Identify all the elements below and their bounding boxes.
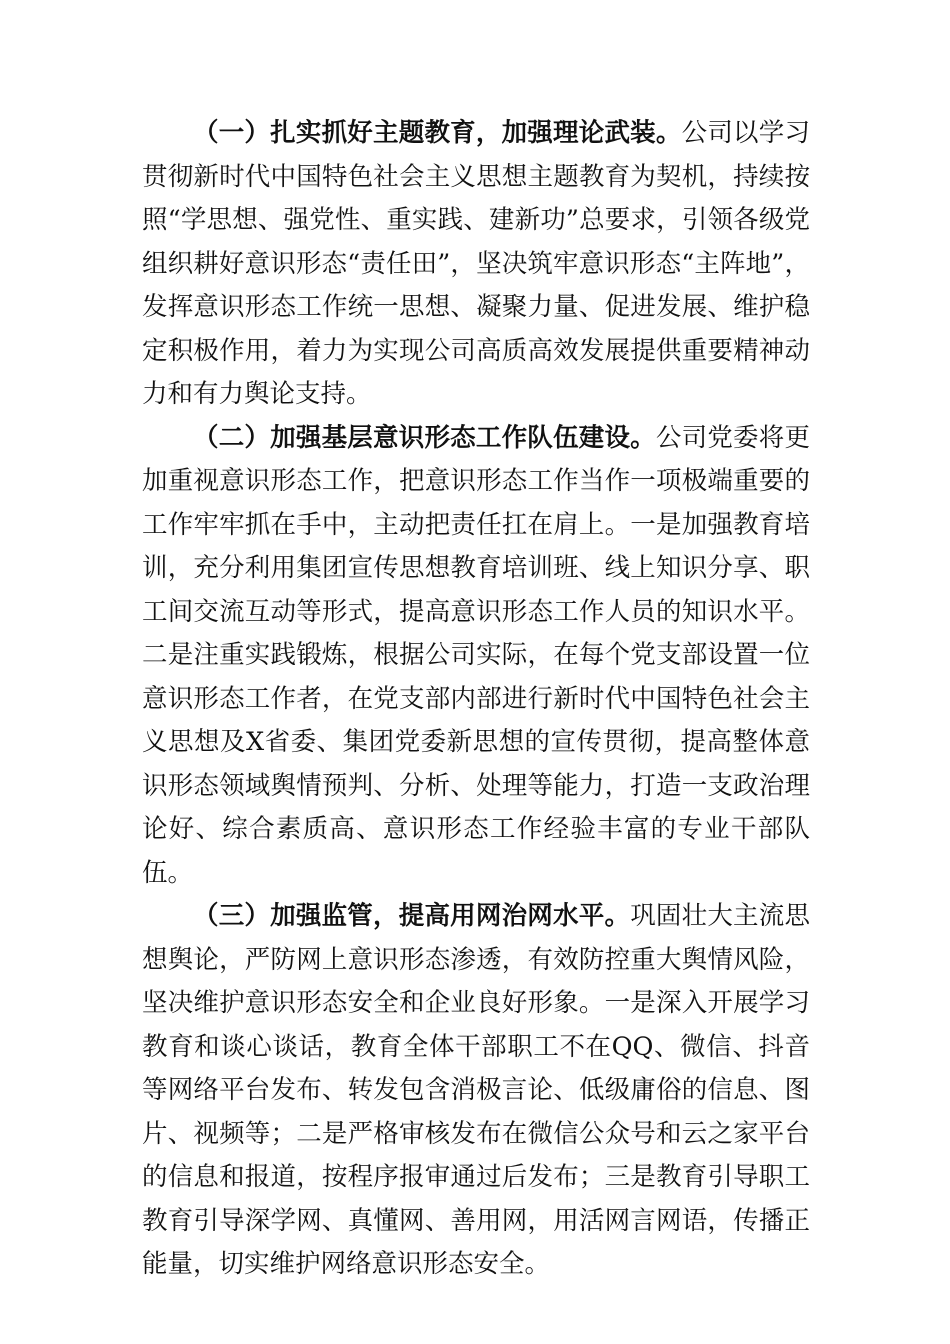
paragraph-3-heading: （三）加强监管，提高用网治网水平。 bbox=[193, 901, 631, 931]
paragraph-3-text: 巩固壮大主流思想舆论，严防网上意识形态渗透，有效防控重大舆情风险，坚决维护意识形态安全和企业良好形象。一是深入开展学习教育和谈心谈话，教育全体干部职工不在QQ、微信、抖音等网络平台发布、转发包含消极言论、低级庸俗的信息、图片、视频等；二是严格审核发布在微信公众号和云之家平台的信息和报道，按程序报审通过后发布；三是教育引导职工教育引导深学网、真懂网、善用网，用活网言网语，传播正能量，切实维护网络意识形态安全。 bbox=[142, 901, 810, 1279]
paragraph-2-heading: （二）加强基层意识形态工作队伍建设。 bbox=[193, 422, 656, 453]
document-body bbox=[142, 112, 810, 1287]
paragraph-3 bbox=[142, 895, 810, 1287]
paragraph-1-heading: （一）扎实抓好主题教育，加强理论武装。 bbox=[193, 118, 682, 148]
paragraph-1-text: 公司以学习贯彻新时代中国特色社会主义思想主题教育为契机，持续按照“学思想、强党性、重实践、建新功”总要求，引领各级党组织耕好意识形态“责任田”，坚决筑牢意识形态“主阵地”，发挥意识形态工作统一思想、凝聚力量、促进发展、维护稳定积极作用，着力为实现公司高质高效发展提供重要精神动力和有力舆论支持。 bbox=[142, 118, 810, 409]
paragraph-2 bbox=[142, 417, 810, 896]
paragraph-2-text: 公司党委将更加重视意识形态工作，把意识形态工作当作一项极端重要的工作牢牢抓在手中，主动把责任扛在肩上。一是加强教育培训，充分利用集团宣传思想教育培训班、线上知识分享、职工间交流互动等形式，提高意识形态工作人员的知识水平。二是注重实践锻炼，根据公司实际，在每个党支部设置一位意识形态工作者，在党支部内部进行新时代中国特色社会主义思想及X省委、集团党委新思想的宣传贯彻，提高整体意识形态领域舆情预判、分析、处理等能力，打造一支政治理论好、综合素质高、意识形态工作经验丰富的专业干部队伍。 bbox=[142, 422, 810, 888]
paragraph-1 bbox=[142, 112, 810, 417]
